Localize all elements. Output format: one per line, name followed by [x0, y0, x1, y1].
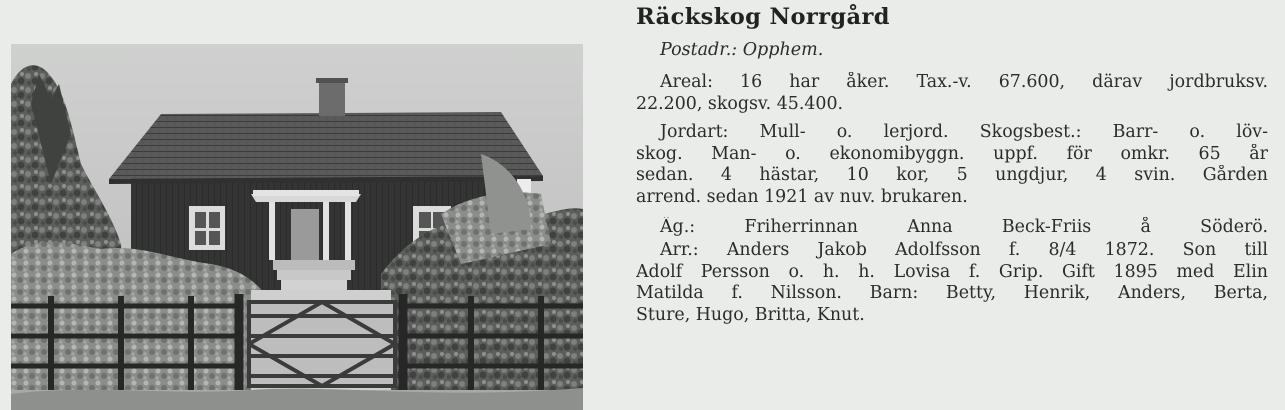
areal-line-2: 22.200, skogsv. 45.400.: [636, 93, 844, 114]
jordart-line-1: Jordart: Mull- o. lerjord. Skogsbest.: Barr- o. löv-: [660, 122, 1268, 142]
arr-line-3: Matilda f. Nilsson. Barn: Betty, Henrik, Anders, Berta,: [636, 283, 1268, 303]
jordart-line-4: arrend. sedan 1921 av nuv. brukaren.: [636, 186, 968, 207]
arr-line-4: Sture, Hugo, Britta, Knut.: [636, 304, 865, 325]
postal-address: Postadr.: Opphem.: [660, 40, 824, 60]
arr-line-1: Arr.: Anders Jakob Adolfsson f. 8/4 1872. Son till: [660, 240, 1268, 260]
jordart-paragraph: [636, 122, 1268, 208]
jordart-line-2: skog. Man- o. ekonomibyggn. uppf. för omkr. 65 år: [636, 143, 1268, 164]
farmhouse-photo-drawing: [11, 44, 583, 410]
gate: [249, 302, 395, 386]
areal-paragraph: [636, 72, 1268, 115]
owner-line: Äg.: Friherrinnan Anna Beck-Friis å Söderö.: [660, 217, 1268, 237]
entry-title: Räckskog Norrgård: [636, 4, 890, 30]
owner-paragraph: [636, 217, 1268, 239]
arr-line-2: Adolf Persson o. h. h. Lovisa f. Grip. Gift 1895 med Elin: [636, 261, 1268, 282]
farmhouse-photo: [11, 44, 583, 410]
areal-line-1: Areal: 16 har åker. Tax.-v. 67.600, därav jordbruksv.: [660, 72, 1268, 92]
arrendator-paragraph: [636, 240, 1268, 326]
jordart-line-3: sedan. 4 hästar, 10 kor, 5 ungdjur, 4 svin. Gården: [636, 165, 1268, 185]
